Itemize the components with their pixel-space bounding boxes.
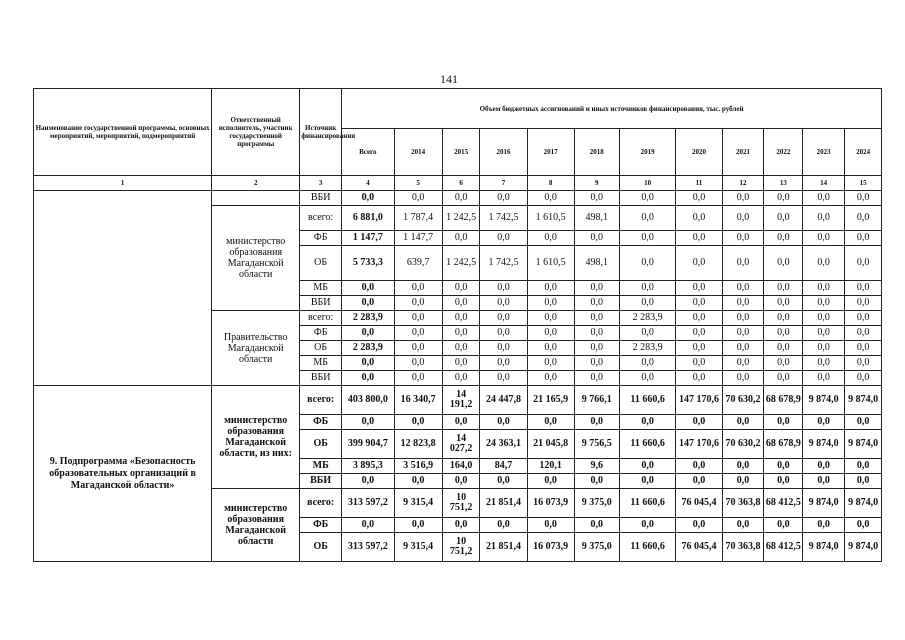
value-cell: 0,0 [619, 474, 676, 489]
value-cell: 0,0 [394, 415, 442, 430]
value-cell: 9,6 [574, 459, 619, 474]
value-cell: 3 516,9 [394, 459, 442, 474]
value-cell: 0,0 [676, 459, 722, 474]
value-cell: 0,0 [527, 231, 574, 246]
value-cell: 21 045,8 [527, 430, 574, 459]
value-cell: 0,0 [722, 341, 764, 356]
value-cell: 0,0 [676, 341, 722, 356]
value-cell: 0,0 [803, 356, 845, 371]
value-cell: 498,1 [574, 246, 619, 281]
header-name: Наименование государственной программы, основных мероприятий, мероприятий, подмероприятий [34, 89, 212, 176]
value-cell: 0,0 [845, 341, 882, 356]
value-cell: 0,0 [722, 326, 764, 341]
value-cell: 1 147,7 [394, 231, 442, 246]
source-cell: всего: [300, 489, 342, 518]
value-cell: 68 412,5 [764, 533, 803, 562]
value-cell: 0,0 [619, 281, 676, 296]
page-number: 141 [440, 72, 458, 86]
value-cell: 0,0 [676, 281, 722, 296]
value-cell: 0,0 [722, 474, 764, 489]
source-cell: всего: [300, 311, 342, 326]
year-header: 2018 [574, 129, 619, 176]
value-cell: 9 375,0 [574, 489, 619, 518]
value-cell: 2 283,9 [619, 311, 676, 326]
value-cell: 0,0 [722, 231, 764, 246]
value-cell: 68 412,5 [764, 489, 803, 518]
value-cell: 0,0 [803, 246, 845, 281]
value-cell: 0,0 [764, 459, 803, 474]
value-cell: 0,0 [845, 311, 882, 326]
value-cell: 0,0 [803, 311, 845, 326]
value-cell: 0,0 [442, 326, 480, 341]
value-cell: 0,0 [722, 518, 764, 533]
value-cell: 0,0 [394, 191, 442, 206]
value-cell: 9 375,0 [574, 533, 619, 562]
value-cell: 0,0 [442, 341, 480, 356]
year-header: Всего [342, 129, 394, 176]
value-cell: 11 660,6 [619, 533, 676, 562]
value-cell: 1 242,5 [442, 246, 480, 281]
value-cell: 0,0 [722, 246, 764, 281]
source-cell: МБ [300, 459, 342, 474]
value-cell: 70 363,8 [722, 489, 764, 518]
header-source: Источник финансирования [300, 89, 342, 176]
value-cell: 14 027,2 [442, 430, 480, 459]
value-cell: 0,0 [394, 474, 442, 489]
value-cell: 0,0 [764, 296, 803, 311]
value-cell: 0,0 [574, 281, 619, 296]
value-cell: 0,0 [394, 326, 442, 341]
value-cell: 0,0 [676, 231, 722, 246]
year-header: 2017 [527, 129, 574, 176]
value-cell: 399 904,7 [342, 430, 394, 459]
value-cell: 2 283,9 [342, 341, 394, 356]
value-cell: 2 283,9 [619, 341, 676, 356]
value-cell: 2 283,9 [342, 311, 394, 326]
source-cell: ФБ [300, 326, 342, 341]
value-cell: 9 874,0 [803, 430, 845, 459]
value-cell: 0,0 [803, 415, 845, 430]
value-cell: 16 073,9 [527, 489, 574, 518]
value-cell: 16 073,9 [527, 533, 574, 562]
value-cell: 0,0 [342, 356, 394, 371]
source-cell: ОБ [300, 533, 342, 562]
value-cell: 0,0 [676, 415, 722, 430]
value-cell: 70 630,2 [722, 386, 764, 415]
value-cell: 0,0 [619, 206, 676, 231]
value-cell: 0,0 [527, 474, 574, 489]
value-cell: 70 630,2 [722, 430, 764, 459]
value-cell: 0,0 [722, 281, 764, 296]
source-cell: МБ [300, 281, 342, 296]
value-cell: 0,0 [480, 191, 527, 206]
column-number: 2 [212, 176, 300, 191]
value-cell: 0,0 [527, 311, 574, 326]
value-cell: 0,0 [480, 518, 527, 533]
year-header: 2020 [676, 129, 722, 176]
value-cell: 0,0 [764, 281, 803, 296]
value-cell: 0,0 [480, 311, 527, 326]
value-cell: 147 170,6 [676, 430, 722, 459]
value-cell: 0,0 [803, 341, 845, 356]
value-cell: 0,0 [803, 191, 845, 206]
value-cell: 0,0 [619, 231, 676, 246]
value-cell: 0,0 [442, 415, 480, 430]
value-cell: 0,0 [527, 326, 574, 341]
value-cell: 0,0 [619, 246, 676, 281]
value-cell: 9 874,0 [845, 386, 882, 415]
value-cell: 0,0 [527, 356, 574, 371]
value-cell: 0,0 [342, 296, 394, 311]
column-number: 4 [342, 176, 394, 191]
value-cell: 3 895,3 [342, 459, 394, 474]
value-cell: 0,0 [722, 371, 764, 386]
value-cell: 0,0 [442, 281, 480, 296]
value-cell: 0,0 [619, 518, 676, 533]
source-cell: всего: [300, 206, 342, 231]
value-cell: 0,0 [574, 371, 619, 386]
header-executor: Ответственный исполнитель, участник государственной программы [212, 89, 300, 176]
value-cell: 0,0 [342, 191, 394, 206]
source-cell: ФБ [300, 518, 342, 533]
value-cell: 0,0 [342, 474, 394, 489]
value-cell: 0,0 [527, 341, 574, 356]
value-cell: 0,0 [676, 518, 722, 533]
value-cell: 0,0 [394, 311, 442, 326]
column-number: 1 [34, 176, 212, 191]
value-cell: 0,0 [527, 371, 574, 386]
header-volume: Объем бюджетных ассигнований и иных источников финансирования, тыс. рублей [342, 89, 882, 129]
value-cell: 0,0 [803, 296, 845, 311]
column-number: 8 [527, 176, 574, 191]
value-cell: 0,0 [342, 326, 394, 341]
source-cell: ВБИ [300, 371, 342, 386]
value-cell: 0,0 [342, 281, 394, 296]
source-cell: ВБИ [300, 191, 342, 206]
value-cell: 639,7 [394, 246, 442, 281]
value-cell: 0,0 [764, 474, 803, 489]
value-cell: 0,0 [574, 356, 619, 371]
column-number: 9 [574, 176, 619, 191]
value-cell: 0,0 [480, 371, 527, 386]
value-cell: 0,0 [676, 246, 722, 281]
value-cell: 0,0 [676, 371, 722, 386]
source-cell: МБ [300, 356, 342, 371]
value-cell: 11 660,6 [619, 489, 676, 518]
column-number: 11 [676, 176, 722, 191]
value-cell: 0,0 [442, 296, 480, 311]
value-cell: 0,0 [619, 415, 676, 430]
value-cell: 9 315,4 [394, 533, 442, 562]
value-cell: 0,0 [480, 341, 527, 356]
value-cell: 0,0 [619, 459, 676, 474]
value-cell: 0,0 [676, 296, 722, 311]
funding-table [33, 88, 882, 562]
value-cell: 147 170,6 [676, 386, 722, 415]
value-cell: 0,0 [722, 206, 764, 231]
source-cell: ФБ [300, 415, 342, 430]
value-cell: 0,0 [619, 371, 676, 386]
value-cell: 1 742,5 [480, 246, 527, 281]
value-cell: 0,0 [442, 231, 480, 246]
value-cell: 0,0 [574, 296, 619, 311]
value-cell: 21 851,4 [480, 533, 527, 562]
value-cell: 70 363,8 [722, 533, 764, 562]
value-cell: 1 610,5 [527, 206, 574, 231]
column-number: 7 [480, 176, 527, 191]
value-cell: 0,0 [722, 296, 764, 311]
value-cell: 76 045,4 [676, 533, 722, 562]
value-cell: 0,0 [764, 341, 803, 356]
value-cell: 0,0 [845, 246, 882, 281]
value-cell: 0,0 [574, 341, 619, 356]
value-cell: 0,0 [619, 356, 676, 371]
value-cell: 0,0 [845, 326, 882, 341]
value-cell: 9 874,0 [845, 533, 882, 562]
value-cell: 0,0 [845, 296, 882, 311]
value-cell: 0,0 [342, 518, 394, 533]
source-cell: ВБИ [300, 474, 342, 489]
column-number: 3 [300, 176, 342, 191]
value-cell: 0,0 [527, 415, 574, 430]
column-number: 6 [442, 176, 480, 191]
value-cell: 9 874,0 [803, 533, 845, 562]
program-name: 9. Подпрограмма «Безопасность образовательных организаций в Магаданской области» [34, 386, 212, 562]
value-cell: 84,7 [480, 459, 527, 474]
value-cell: 9 874,0 [803, 489, 845, 518]
value-cell: 1 742,5 [480, 206, 527, 231]
value-cell: 0,0 [442, 371, 480, 386]
value-cell: 68 678,9 [764, 386, 803, 415]
value-cell: 0,0 [480, 296, 527, 311]
year-header: 2014 [394, 129, 442, 176]
value-cell: 0,0 [619, 326, 676, 341]
value-cell: 0,0 [803, 459, 845, 474]
value-cell: 68 678,9 [764, 430, 803, 459]
value-cell: 0,0 [845, 474, 882, 489]
value-cell: 0,0 [527, 191, 574, 206]
value-cell: 9 315,4 [394, 489, 442, 518]
value-cell: 0,0 [574, 415, 619, 430]
value-cell: 11 660,6 [619, 430, 676, 459]
blank-cell [212, 191, 300, 206]
value-cell: 24 363,1 [480, 430, 527, 459]
column-number: 13 [764, 176, 803, 191]
value-cell: 0,0 [574, 191, 619, 206]
source-cell: ОБ [300, 341, 342, 356]
value-cell: 0,0 [394, 281, 442, 296]
column-number: 14 [803, 176, 845, 191]
column-number: 12 [722, 176, 764, 191]
value-cell: 0,0 [803, 518, 845, 533]
value-cell: 0,0 [676, 191, 722, 206]
value-cell: 0,0 [764, 326, 803, 341]
value-cell: 0,0 [394, 371, 442, 386]
value-cell: 0,0 [764, 231, 803, 246]
value-cell: 21 165,9 [527, 386, 574, 415]
value-cell: 0,0 [527, 296, 574, 311]
source-cell: ВБИ [300, 296, 342, 311]
value-cell: 0,0 [480, 474, 527, 489]
value-cell: 1 147,7 [342, 231, 394, 246]
value-cell: 0,0 [676, 326, 722, 341]
value-cell: 9 766,1 [574, 386, 619, 415]
value-cell: 0,0 [442, 474, 480, 489]
table-row [34, 386, 882, 415]
value-cell: 16 340,7 [394, 386, 442, 415]
year-header: 2019 [619, 129, 676, 176]
value-cell: 0,0 [803, 281, 845, 296]
value-cell: 0,0 [764, 311, 803, 326]
value-cell: 10 751,2 [442, 489, 480, 518]
value-cell: 0,0 [394, 518, 442, 533]
value-cell: 0,0 [803, 326, 845, 341]
value-cell: 0,0 [676, 311, 722, 326]
value-cell: 313 597,2 [342, 533, 394, 562]
source-cell: ОБ [300, 430, 342, 459]
value-cell: 11 660,6 [619, 386, 676, 415]
value-cell: 0,0 [619, 296, 676, 311]
value-cell: 0,0 [722, 191, 764, 206]
year-header: 2022 [764, 129, 803, 176]
value-cell: 164,0 [442, 459, 480, 474]
table-row [34, 191, 882, 206]
value-cell: 0,0 [480, 231, 527, 246]
executor-name: Правительство Магаданской области [212, 311, 300, 386]
value-cell: 0,0 [480, 281, 527, 296]
executor-name: министерство образования Магаданской области [212, 489, 300, 562]
value-cell: 0,0 [803, 231, 845, 246]
value-cell: 1 242,5 [442, 206, 480, 231]
source-cell: всего: [300, 386, 342, 415]
value-cell: 0,0 [845, 356, 882, 371]
value-cell: 0,0 [722, 459, 764, 474]
source-cell: ФБ [300, 231, 342, 246]
year-header: 2023 [803, 129, 845, 176]
value-cell: 0,0 [764, 356, 803, 371]
value-cell: 0,0 [845, 518, 882, 533]
executor-name: министерство образования Магаданской области [212, 206, 300, 311]
column-number: 15 [845, 176, 882, 191]
value-cell: 9 874,0 [803, 386, 845, 415]
value-cell: 0,0 [480, 415, 527, 430]
value-cell: 0,0 [527, 518, 574, 533]
value-cell: 0,0 [574, 326, 619, 341]
value-cell: 0,0 [676, 474, 722, 489]
value-cell: 0,0 [342, 415, 394, 430]
value-cell: 14 191,2 [442, 386, 480, 415]
value-cell: 0,0 [845, 415, 882, 430]
value-cell: 0,0 [845, 371, 882, 386]
value-cell: 0,0 [764, 206, 803, 231]
value-cell: 9 756,5 [574, 430, 619, 459]
value-cell: 76 045,4 [676, 489, 722, 518]
value-cell: 498,1 [574, 206, 619, 231]
value-cell: 403 800,0 [342, 386, 394, 415]
value-cell: 9 874,0 [845, 489, 882, 518]
value-cell: 0,0 [676, 206, 722, 231]
value-cell: 0,0 [394, 356, 442, 371]
value-cell: 0,0 [845, 281, 882, 296]
value-cell: 0,0 [845, 191, 882, 206]
year-header: 2016 [480, 129, 527, 176]
value-cell: 0,0 [442, 518, 480, 533]
value-cell: 0,0 [394, 341, 442, 356]
blank-cell [34, 191, 212, 386]
value-cell: 0,0 [574, 311, 619, 326]
value-cell: 0,0 [764, 415, 803, 430]
year-header: 2015 [442, 129, 480, 176]
value-cell: 0,0 [803, 371, 845, 386]
value-cell: 0,0 [442, 311, 480, 326]
value-cell: 0,0 [342, 371, 394, 386]
value-cell: 0,0 [574, 474, 619, 489]
value-cell: 0,0 [803, 474, 845, 489]
executor-name: министерство образования Магаданской области, из них: [212, 386, 300, 489]
value-cell: 6 881,0 [342, 206, 394, 231]
column-number: 10 [619, 176, 676, 191]
value-cell: 10 751,2 [442, 533, 480, 562]
value-cell: 1 787,4 [394, 206, 442, 231]
value-cell: 21 851,4 [480, 489, 527, 518]
value-cell: 12 823,8 [394, 430, 442, 459]
value-cell: 24 447,8 [480, 386, 527, 415]
value-cell: 313 597,2 [342, 489, 394, 518]
value-cell: 120,1 [527, 459, 574, 474]
value-cell: 0,0 [480, 356, 527, 371]
year-header: 2021 [722, 129, 764, 176]
value-cell: 0,0 [676, 356, 722, 371]
value-cell: 0,0 [619, 191, 676, 206]
year-header: 2024 [845, 129, 882, 176]
value-cell: 0,0 [845, 206, 882, 231]
value-cell: 0,0 [394, 296, 442, 311]
value-cell: 0,0 [764, 191, 803, 206]
value-cell: 1 610,5 [527, 246, 574, 281]
value-cell: 0,0 [574, 518, 619, 533]
value-cell: 0,0 [480, 326, 527, 341]
value-cell: 0,0 [764, 371, 803, 386]
value-cell: 0,0 [722, 311, 764, 326]
value-cell: 0,0 [764, 518, 803, 533]
value-cell: 0,0 [442, 356, 480, 371]
value-cell: 0,0 [442, 191, 480, 206]
value-cell: 0,0 [722, 415, 764, 430]
value-cell: 0,0 [574, 231, 619, 246]
value-cell: 0,0 [845, 459, 882, 474]
value-cell: 9 874,0 [845, 430, 882, 459]
source-cell: ОБ [300, 246, 342, 281]
value-cell: 0,0 [764, 246, 803, 281]
value-cell: 5 733,3 [342, 246, 394, 281]
column-number: 5 [394, 176, 442, 191]
value-cell: 0,0 [722, 356, 764, 371]
value-cell: 0,0 [527, 281, 574, 296]
value-cell: 0,0 [803, 206, 845, 231]
value-cell: 0,0 [845, 231, 882, 246]
